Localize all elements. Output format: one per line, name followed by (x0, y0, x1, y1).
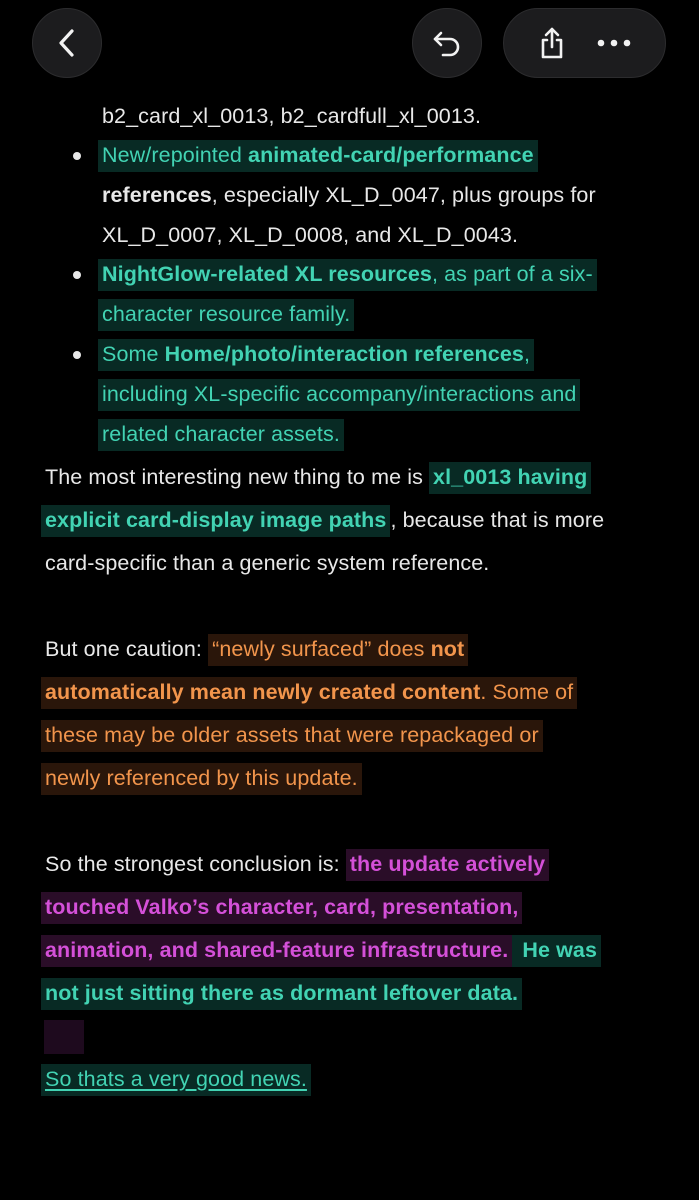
paragraph-1-line-2: explicit card-display image paths , because that is more (45, 508, 604, 533)
bullet-item-2-line-1: NightGlow-related XL resources, as part of a six- (102, 262, 597, 287)
bullet-item-3-line-2: including XL-specific accompany/interactions and (102, 382, 580, 407)
text-line: b2_card_xl_0013, b2_cardfull_xl_0013. (102, 104, 482, 128)
paragraph-1-line-1: The most interesting new thing to me is xl_0013 having (45, 465, 591, 490)
bullet-item-2-line-2: character resource family. (102, 302, 354, 327)
bullet-dot (73, 351, 81, 359)
bullet-item-1-line-2: references, especially XL_D_0047, plus groups for (102, 183, 596, 207)
more-horizontal-icon[interactable] (596, 38, 632, 48)
share-icon[interactable] (537, 26, 567, 60)
bullet-item-3-line-3: related character assets. (102, 422, 344, 447)
paragraph-4-line-1: So thats a very good news. (45, 1067, 311, 1092)
bullet-item-1-line-1: New/repointed animated-card/performance (102, 143, 538, 168)
bullet-item-1-line-3: XL_D_0007, XL_D_0008, and XL_D_0043. (102, 223, 519, 247)
paragraph-2-line-1: But one caution: “newly surfaced” does not (45, 637, 468, 662)
bullet-dot (73, 152, 81, 160)
top-toolbar (0, 0, 699, 90)
bullet-item-3-line-1: Some Home/photo/interaction references, (102, 342, 534, 367)
paragraph-1-line-3: card-specific than a generic system reference. (45, 551, 490, 575)
paragraph-2-line-2: automatically mean newly created content. Some of (45, 680, 577, 705)
paragraph-2-line-3: these may be older assets that were repackaged or (45, 723, 543, 748)
action-pill (503, 8, 666, 78)
paragraph-3-line-1: So the strongest conclusion is: the update actively (45, 852, 549, 877)
undo-button[interactable] (412, 8, 482, 78)
paragraph-2-line-4: newly referenced by this update. (45, 766, 362, 791)
chevron-left-icon (56, 28, 78, 58)
paragraph-3-line-4: not just sitting there as dormant leftover data. (45, 981, 522, 1006)
back-button[interactable] (32, 8, 102, 78)
paragraph-3-line-3: animation, and shared-feature infrastructure. He was (45, 938, 601, 963)
undo-arrow-icon (431, 28, 463, 58)
empty-highlight-block (44, 1020, 84, 1054)
bullet-dot (73, 271, 81, 279)
paragraph-3-line-2: touched Valko’s character, card, presentation, (45, 895, 522, 920)
